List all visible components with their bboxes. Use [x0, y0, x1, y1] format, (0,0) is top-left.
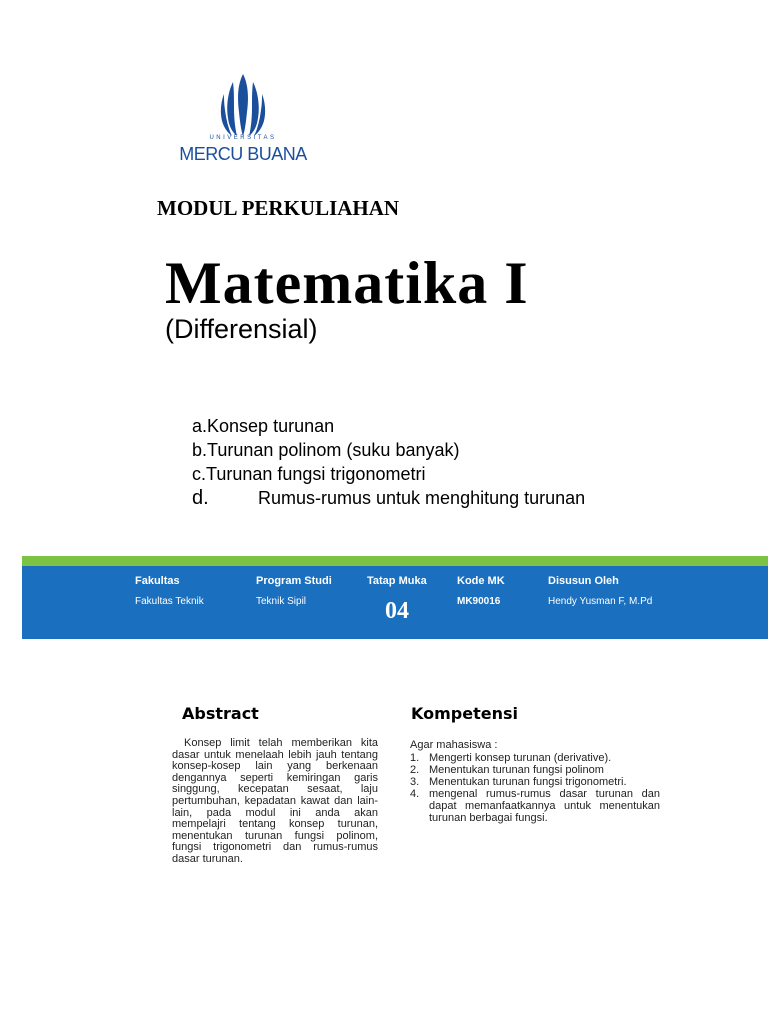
topic-marker: d.	[192, 487, 209, 509]
list-number: 1.	[410, 752, 420, 764]
list-item	[410, 764, 660, 776]
disusun-oleh-label: Disusun Oleh	[548, 575, 619, 587]
fakultas-value: Fakultas Teknik	[135, 596, 204, 607]
program-studi-value: Teknik Sipil	[256, 596, 307, 607]
list-text: mengenal rumus-rumus dasar turunan dan dapat memanfaatkannya untuk menentukan turunan berbagai fungsi.	[429, 788, 660, 824]
kode-mk-value: MK90016	[457, 596, 501, 607]
disusun-oleh-value: Hendy Yusman F, M.Pd	[548, 596, 653, 607]
kode-mk-label: Kode MK	[457, 575, 505, 587]
list-text: Menentukan turunan fungsi polinom	[429, 764, 604, 776]
kompetensi-list	[410, 752, 660, 824]
topic-list	[192, 414, 672, 510]
logo-university-name: MERCU BUANA	[179, 144, 307, 164]
kompetensi-heading: Kompetensi	[411, 704, 518, 723]
green-accent-band	[22, 556, 768, 566]
logo-university-label: UNIVERSITAS	[209, 135, 277, 141]
tatap-muka-value: 04	[385, 598, 409, 624]
topic-marker: a.	[192, 416, 208, 436]
kompetensi-body	[410, 739, 660, 824]
course-title: Matematika I	[165, 250, 529, 316]
course-subtitle: (Differensial)	[165, 314, 318, 344]
list-item	[410, 752, 660, 764]
list-number: 3.	[410, 776, 420, 788]
list-text: Mengerti konsep turunan (derivative).	[429, 752, 612, 764]
topic-marker: b.	[192, 440, 208, 460]
mercu-buana-emblem-icon	[218, 72, 268, 138]
list-item	[410, 776, 660, 788]
university-logo	[174, 68, 312, 174]
kompetensi-intro: Agar mahasiswa :	[410, 739, 498, 751]
program-studi-label: Program Studi	[256, 575, 332, 587]
list-item	[410, 788, 660, 824]
topic-text: Turunan polinom (suku banyak)	[207, 440, 460, 460]
list-number: 4.	[410, 788, 420, 800]
topic-item	[192, 438, 672, 462]
course-info-bar	[22, 566, 768, 639]
abstract-heading: Abstract	[182, 704, 259, 723]
list-number: 2.	[410, 764, 420, 776]
topic-text: Turunan fungsi trigonometri	[206, 464, 426, 484]
list-text: Menentukan turunan fungsi trigonometri.	[429, 776, 627, 788]
modul-label: MODUL PERKULIAHAN	[157, 196, 400, 220]
topic-item	[192, 462, 672, 486]
abstract-body: Konsep limit telah memberikan kita dasar untuk menelaah lebih jauh tentang konsep-kosep lain yang berkenaan dengannya seperti kemiringan garis singgung, kecepatan sesaat, laju pertumbuhan, kepadatan kawat dan lain-lain, pada modul ini anda akan mempelajri tentang konsep turunan, menentukan turunan fungsi polinom, fungsi trigonometri dan rumus-rumus dasar turunan.	[172, 737, 378, 865]
tatap-muka-label: Tatap Muka	[367, 575, 427, 587]
topic-marker: c.	[192, 464, 207, 484]
fakultas-label: Fakultas	[135, 575, 180, 587]
topic-item	[192, 414, 672, 438]
topic-text: Rumus-rumus untuk menghitung turunan	[258, 488, 586, 508]
topic-item	[192, 486, 672, 510]
topic-text: Konsep turunan	[207, 416, 335, 436]
